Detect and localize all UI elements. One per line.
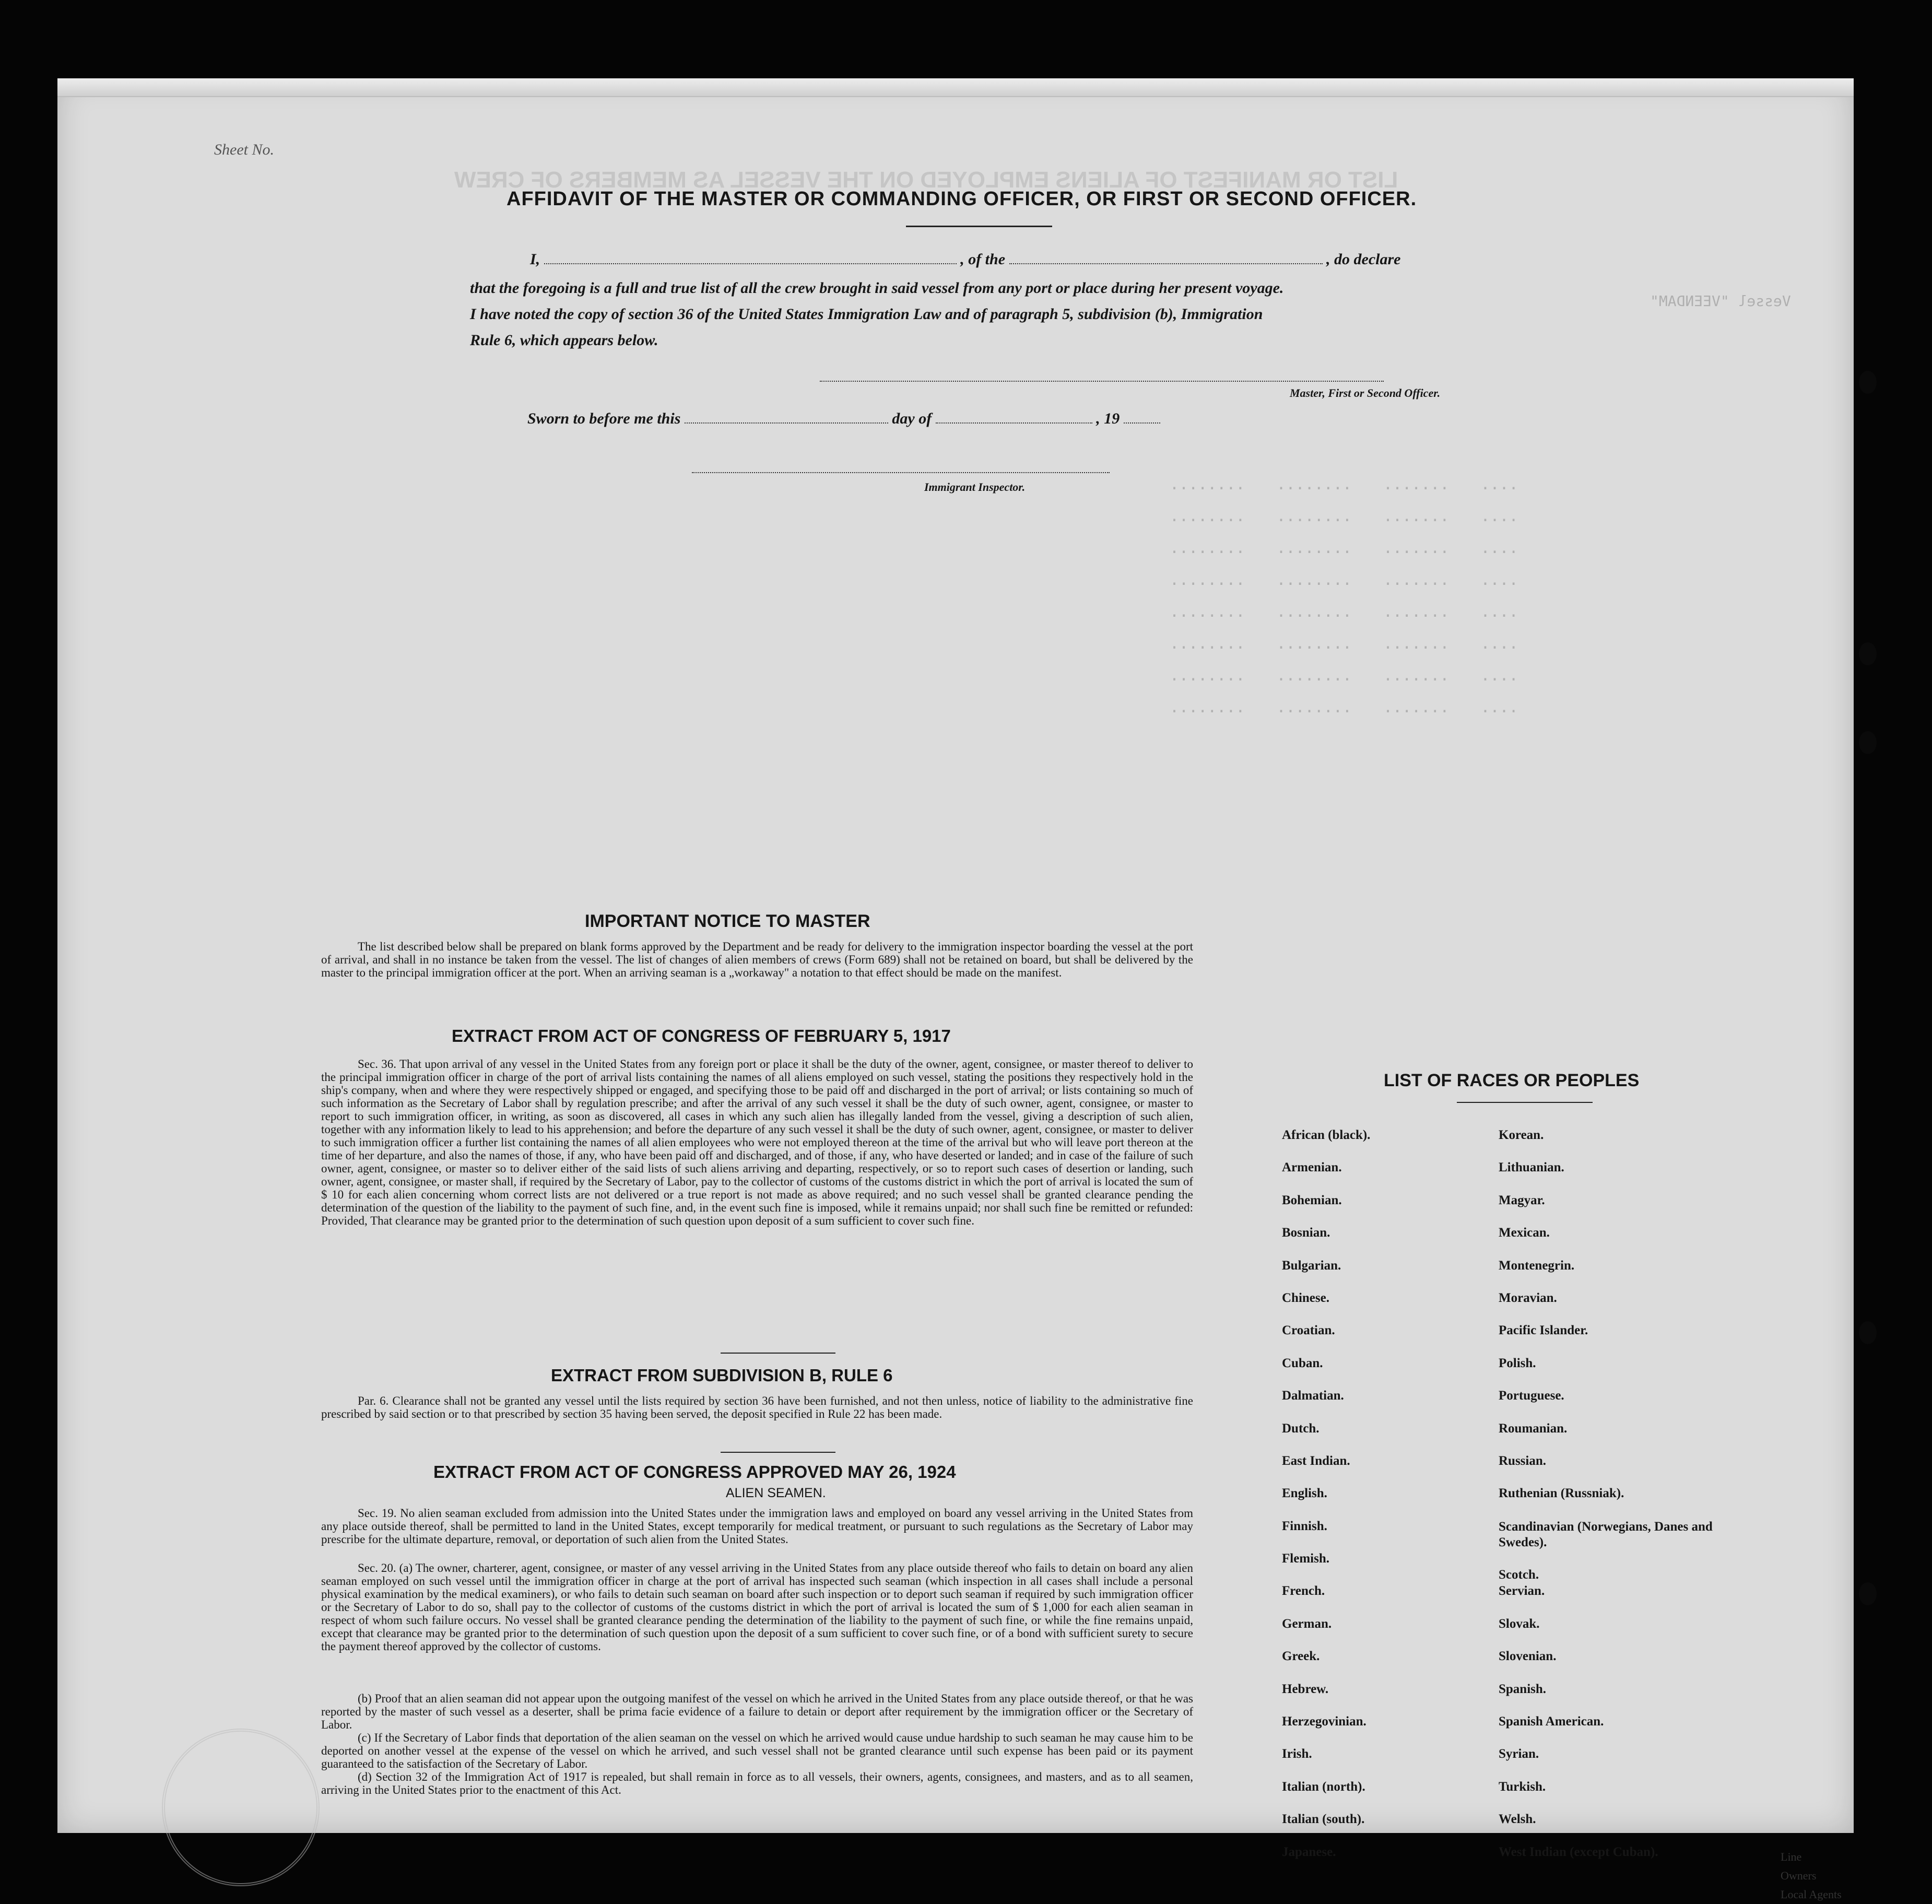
race-item: Italian (north). xyxy=(1282,1779,1365,1794)
punch-hole xyxy=(1859,371,1877,394)
sworn-day-label: day of xyxy=(892,410,932,427)
extract-rule6-rule xyxy=(721,1452,835,1453)
race-item: Herzegovinian. xyxy=(1282,1714,1366,1729)
race-item: Chinese. xyxy=(1282,1290,1329,1305)
name-blank xyxy=(544,251,957,264)
signature-blank xyxy=(820,368,1384,382)
race-item: Bosnian. xyxy=(1282,1226,1330,1240)
races-left-column xyxy=(1282,1128,1501,1877)
signature-label: Master, First or Second Officer. xyxy=(1290,386,1441,399)
punch-hole xyxy=(1859,731,1877,754)
race-item: Polish. xyxy=(1499,1356,1536,1370)
extract-1924-sec20a: Sec. 20. (a) The owner, charterer, agent, consignee, or master of any vessel arriving in the United States from any place outside thereof who fails to detain on board any alien seaman employed on such vessel until the immigration officer in charge at the port of arrival has inspected such seaman (which inspection in all cases shall include a personal physical examination by the medical examiners), or who fails to detain such seaman on board after such inspection or to deport such seaman if required by such immigration officer or the Secretary of Labor to do so, shall pay to the collector of customs of the customs district in which the port of arrival is located the sum of $ 1,000 for each alien seaman in respect of whom such failure occurs. No vessel shall be granted clearance pending the determination of the liability to the payment of such fine, or while the fine remains unpaid, except that clearance may be granted prior to the determination of such question upon the deposit of a sum sufficient to cover such fine, or of a bond with sufficient surety to secure the payment thereof approved by the collector of customs. xyxy=(321,1561,1193,1653)
race-item: Spanish. xyxy=(1499,1682,1547,1696)
footer-labels xyxy=(1781,1848,1842,1904)
race-item: Japanese. xyxy=(1282,1844,1336,1859)
extract-1924-sec19: Sec. 19. No alien seaman excluded from admission into the United States under the immigration laws and employed on board any vessel arriving in the United States from any place outside thereof, shall be permitted to land in the United States, except temporarily for medical treatment, or pursuant to such regulations as the Secretary of Labor may prescribe for the ultimate departure, removal, or deportation of such alien from the United States. xyxy=(321,1507,1193,1546)
race-item: French. xyxy=(1282,1584,1325,1599)
race-item: Bulgarian. xyxy=(1282,1258,1341,1273)
race-item: East Indian. xyxy=(1282,1453,1350,1468)
punch-hole xyxy=(1859,642,1877,665)
race-item: Cuban. xyxy=(1282,1356,1323,1370)
extract-1917-rule xyxy=(721,1353,835,1354)
bleed-vessel: Vessel "VEENDAM" xyxy=(1650,292,1791,310)
race-item: Scotch. xyxy=(1499,1568,1539,1582)
race-item: Greek. xyxy=(1282,1649,1320,1664)
race-item: Slovenian. xyxy=(1499,1649,1557,1664)
race-item: Dalmatian. xyxy=(1282,1389,1344,1403)
race-item: Korean. xyxy=(1499,1128,1544,1142)
extract-1917-title: EXTRACT FROM ACT OF CONGRESS OF FEBRUARY 5, 1917 xyxy=(452,1026,951,1045)
race-item: Irish. xyxy=(1282,1747,1312,1761)
race-item: Scandinavian (Norwegians, Danes and Swedes). xyxy=(1499,1519,1713,1549)
sworn-year-blank xyxy=(1124,410,1160,424)
inspector-label: Immigrant Inspector. xyxy=(924,480,1026,493)
bleed-title: LIST OR MANIFEST OF ALIENS EMPLOYED ON THE VESSEL AS MEMBERS OF CREW xyxy=(454,167,1398,193)
race-item: Pacific Islander. xyxy=(1499,1323,1588,1338)
race-item: Turkish. xyxy=(1499,1779,1546,1794)
race-item: Montenegrin. xyxy=(1499,1258,1575,1273)
race-item: Roumanian. xyxy=(1499,1421,1568,1436)
extract-rule6-text: Par. 6. Clearance shall not be granted any vessel until the lists required by section 36 have been furnished, and not then unless, notice of liability to the administrative fine prescribed by said section or to that prescribed by section 35 having been served, the deposit specified in Rule 22 has been made. xyxy=(321,1394,1193,1420)
race-item: Portuguese. xyxy=(1499,1389,1564,1403)
sworn-line xyxy=(527,410,1160,428)
sworn-month-blank xyxy=(936,410,1092,424)
race-item: Armenian. xyxy=(1282,1160,1342,1175)
extract-1924-sec20b: (b) Proof that an alien seaman did not appear upon the outgoing manifest of the vessel on which he arrived in the United States from any place outside thereof, or that he was reported by the master of such vessel as a deserter, shall be prima facie evidence of a failure to detain or deport after requirement by the immigration officer or the Secretary of Labor. xyxy=(321,1692,1193,1731)
race-item: Dutch. xyxy=(1282,1421,1320,1436)
race-item: Mexican. xyxy=(1499,1226,1550,1240)
footer-line-label: Line xyxy=(1781,1850,1802,1863)
punch-hole xyxy=(1859,1321,1877,1344)
race-item: Lithuanian. xyxy=(1499,1160,1564,1175)
faded-seal-stamp xyxy=(162,1729,320,1886)
affidavit-title: AFFIDAVIT OF THE MASTER OR COMMANDING OFFICER, OR FIRST OR SECOND OFFICER. xyxy=(506,188,1417,210)
footer-owners-label: Owners xyxy=(1781,1869,1817,1882)
race-item: Slovak. xyxy=(1499,1616,1540,1631)
bleed-crew-rows: ........ ........ ....... .... ........ ........ ....... .... ........ ........ ....... .... ........ ........ ....... .... ........ ........ ....... .... ........ ........ ....... .... ........ ........ ....... .... ........ ........ ....... .... xyxy=(1170,475,1518,716)
race-item: Servian. xyxy=(1499,1584,1545,1599)
sworn-day-blank xyxy=(685,410,888,424)
extract-1924-subtitle: ALIEN SEAMEN. xyxy=(726,1486,826,1500)
race-item: Hebrew. xyxy=(1282,1682,1329,1696)
race-item: African (black). xyxy=(1282,1128,1371,1142)
affidavit-line-4: Rule 6, which appears below. xyxy=(470,332,658,349)
affidavit-line-1 xyxy=(530,251,1400,268)
race-item: Spanish American. xyxy=(1499,1714,1604,1729)
vessel-blank xyxy=(1009,251,1323,264)
notice-text: The list described below shall be prepared on blank forms approved by the Department and be ready for delivery to the immigration inspector boarding the vessel at the port of arrival, and shall in no instance be taken from the vessel. The list of changes of alien members of crews (Form 689) shall not be retained on board, but shall be delivered by the master to the principal immigration officer at the port. When an arriving seaman is a „workaway" a notation to that effect should be made on the manifest. xyxy=(321,940,1193,979)
affidavit-rule xyxy=(906,226,1052,227)
affidavit-declare-label: , do declare xyxy=(1326,251,1401,268)
sheet-number-label: Sheet No. xyxy=(214,141,274,158)
extract-1917-text: Sec. 36. That upon arrival of any vessel in the United States from any foreign port or place it shall be the duty of the owner, agent, consignee, or master thereof to deliver to the principal immigration officer in charge of the port of arrival lists containing the names of all aliens employed on such vessel, stating the positions they respectively hold in the ship's company, when and where they were respectively shipped or engaged, and specifying those to be paid off and discharged in the port of arrival; or lists containing so much of such information as the Secretary of Labor shall by regulation prescribe; and after the arrival of any such vessel it shall be the duty of such owner, agent, consignee, or master to report to such immigration officer, in writing, as soon as discovered, all cases in which any such alien has illegally landed from the vessel, giving a description of such alien, together with any information likely to lead to his apprehension; and before the departure of any such vessel it shall be the duty of such owner, agent, consignee, or master to deliver to such immigration officer a further list containing the names of all alien employees who were not employed thereon at the time of the arrival but who will leave port thereon at the time of her departure, and also the names of those, if any, who have been paid off and discharged, and of those, if any, who have deserted or landed; and in case of the failure of such owner, agent, consignee, or master so to deliver either of the said lists of such aliens arriving and departing, respectively, or so to report such cases of desertion or landing, such owner, agent, consignee, or master shall, if required by the Secretary of Labor, pay to the collector of customs of the customs district in which the port of arrival is located the sum of $ 10 for each alien concerning whom correct lists are not delivered or a true report is not made as above required; and no such vessel shall be granted clearance pending the determination of the question of the liability to the payment of such fine, and, in the event such fine is imposed, while it remains unpaid; nor shall such fine be remitted or refunded: Provided, That clearance may be granted prior to the determination of such question upon deposit of a sum sufficient to cover such fine. xyxy=(321,1057,1193,1227)
race-item: Bohemian. xyxy=(1282,1193,1342,1207)
notice-title: IMPORTANT NOTICE TO MASTER xyxy=(585,911,870,931)
extract-1924-sec20d: (d) Section 32 of the Immigration Act of 1917 is repealed, but shall remain in force as to all vessels, their owners, agents, consignees, and masters, and as to all seamen, arriving in the United States prior to the enactment of this Act. xyxy=(321,1770,1193,1796)
manifest-sheet xyxy=(57,78,1854,1901)
race-item: Italian (south). xyxy=(1282,1812,1365,1827)
race-item: Magyar. xyxy=(1499,1193,1545,1207)
sworn-year-label: , 19 xyxy=(1096,410,1120,427)
race-item: Russian. xyxy=(1499,1453,1547,1468)
races-title: LIST OF RACES OR PEOPLES xyxy=(1384,1071,1640,1090)
affidavit-line-2: that the foregoing is a full and true list of all the crew brought in said vessel from any port or place during her present voyage. xyxy=(470,279,1284,297)
sheet-fold xyxy=(57,78,1854,97)
race-item: Syrian. xyxy=(1499,1747,1539,1761)
footer-agents-label: Local Agents xyxy=(1781,1888,1842,1901)
race-item: Finnish. xyxy=(1282,1519,1327,1533)
inspector-blank xyxy=(692,460,1110,473)
race-item: Moravian. xyxy=(1499,1290,1557,1305)
race-item: Ruthenian (Russniak). xyxy=(1499,1486,1624,1501)
affidavit-i-label: I, xyxy=(530,251,540,268)
races-rule xyxy=(1457,1102,1593,1103)
sworn-prefix: Sworn to before me this xyxy=(527,410,681,427)
race-item: Croatian. xyxy=(1282,1323,1335,1338)
race-item: German. xyxy=(1282,1616,1332,1631)
extract-rule6-title: EXTRACT FROM SUBDIVISION B, RULE 6 xyxy=(551,1366,893,1385)
extract-1924-sec20c: (c) If the Secretary of Labor finds that deportation of the alien seaman on the vessel on which he arrived would cause undue hardship to such seaman he may cause him to be deported on another vessel at the expense of the vessel on which he arrived, and such vessel shall not be granted clearance until such expense has been paid or its payment guaranteed to the satisfaction of the Secretary of Labor. xyxy=(321,1731,1193,1770)
race-item: West Indian (except Cuban). xyxy=(1499,1844,1658,1859)
race-item: Flemish. xyxy=(1282,1552,1329,1566)
affidavit-of-label: , of the xyxy=(960,251,1006,268)
affidavit-line-3: I have noted the copy of section 36 of the United States Immigration Law and of paragraph 5, subdivision (b), Immigration xyxy=(470,305,1263,323)
races-right-column xyxy=(1499,1128,1718,1877)
extract-1924-title: EXTRACT FROM ACT OF CONGRESS APPROVED MAY 26, 1924 xyxy=(433,1462,956,1482)
race-item: Welsh. xyxy=(1499,1812,1536,1827)
race-item: English. xyxy=(1282,1486,1327,1501)
punch-hole xyxy=(1859,1582,1877,1605)
